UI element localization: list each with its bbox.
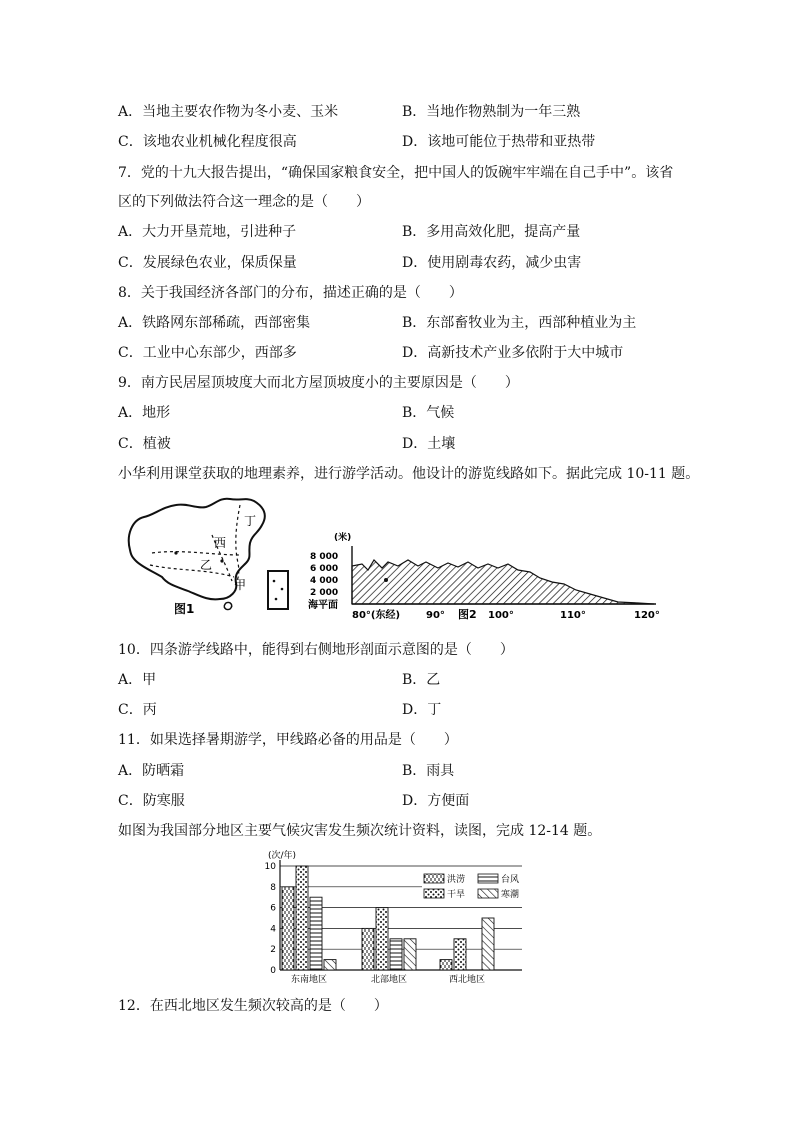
bar-干旱-东南地区 (296, 866, 308, 970)
q10-stem: 10．四条游学线路中，能得到右侧地形剖面示意图的是（ ） (118, 642, 514, 658)
q8-stem: 8．关于我国经济各部门的分布，描述正确的是（ ） (118, 285, 463, 301)
q8-option-a: A．铁路网东部稀疏，西部密集 (118, 315, 311, 331)
disaster-frequency-chart (262, 848, 532, 988)
bar-洪涝-东南地区 (282, 887, 294, 970)
x-label-西北地区: 西北地区 (448, 975, 486, 985)
profile-xtick-100: 100° (488, 610, 514, 621)
intro-q12-14: 如图为我国部分地区主要气候灾害发生频次统计资料，读图，完成 12-14 题。 (118, 823, 602, 839)
q9-option-c: C．植被 (118, 436, 171, 452)
q11-stem: 11．如果选择暑期游学，甲线路必备的用品是（ ） (118, 732, 458, 748)
q7-option-a: A．大力开垦荒地，引进种子 (118, 224, 297, 240)
profile-ytick-6000: 6 000 (310, 564, 339, 574)
bar-干旱-北部地区 (376, 908, 388, 970)
q7-option-d: D．使用剧毒农药，减少虫害 (402, 255, 582, 271)
q11-option-c: C．防寒服 (118, 793, 185, 809)
q8-option-c: C．工业中心东部少，西部多 (118, 345, 297, 361)
chart-x-labels (291, 973, 485, 985)
q7-stem-line2: 区的下列做法符合这一理念的是（ ） (118, 194, 370, 210)
map-label-ding: 丁 (244, 514, 257, 528)
profile-sea-level: 海平面 (308, 600, 338, 611)
chart-ylabel: (次/年) (268, 851, 297, 861)
bar-洪涝-西北地区 (440, 960, 452, 970)
y-tick-label-8: 8 (270, 882, 276, 893)
intro-q10-11: 小华利用课堂获取的地理素养，进行游学活动。他设计的游览线路如下。据此完成 10-11 题。 (118, 466, 700, 482)
profile-unit: (米) (334, 533, 352, 543)
bar-台风-东南地区 (310, 897, 322, 970)
legend-label-台风: 台风 (501, 875, 520, 885)
q9-option-a: A．地形 (118, 405, 171, 421)
q9-option-b: B．气候 (402, 405, 455, 421)
q6-option-b: B．当地作物熟制为一年三熟 (402, 104, 581, 120)
legend-swatch-台风 (478, 874, 498, 883)
q9-stem: 9．南方民居屋顶坡度大而北方屋顶坡度小的主要原因是（ ） (118, 375, 519, 391)
fig2-caption: 图2 (458, 608, 477, 621)
q7-stem-line1: 7．党的十九大报告提出，“确保国家粮食安全，把中国人的饭碗牢牢端在自己手中”。该省 (118, 165, 674, 181)
bar-台风-北部地区 (390, 939, 402, 970)
profile-xtick-120: 120° (634, 610, 660, 621)
q10-option-b: B．乙 (402, 672, 441, 688)
profile-ytick-2000: 2 000 (310, 588, 339, 598)
profile-xtick-110: 110° (560, 610, 586, 621)
legend-label-洪涝: 洪涝 (447, 875, 466, 885)
profile-xtick-90: 90° (426, 610, 445, 621)
bar-洪涝-北部地区 (362, 928, 374, 970)
legend-swatch-干旱 (424, 889, 444, 898)
bar-寒潮-北部地区 (404, 939, 416, 970)
map-label-jia: 甲 (234, 578, 247, 592)
bar-寒潮-西北地区 (482, 918, 494, 970)
q11-option-d: D．方便面 (402, 793, 470, 809)
profile-ytick-8000: 8 000 (310, 552, 339, 562)
chart-legend (422, 870, 522, 900)
bar-寒潮-东南地区 (324, 960, 336, 970)
profile-ytick-4000: 4 000 (310, 576, 339, 586)
q11-option-b: B．雨具 (402, 763, 455, 779)
legend-swatch-寒潮 (478, 889, 498, 898)
q6-option-a: A．当地主要农作物为冬小麦、玉米 (118, 104, 339, 120)
q10-option-a: A．甲 (118, 672, 157, 688)
q11-option-a: A．防晒霜 (118, 763, 185, 779)
q12-stem: 12．在西北地区发生频次较高的是（ ） (118, 998, 388, 1014)
terrain-profile-chart (308, 530, 660, 622)
y-tick-label-2: 2 (270, 945, 276, 956)
profile-xtick-80: 80°(东经) (352, 610, 401, 621)
q8-option-d: D．高新技术产业多依附于大中城市 (402, 345, 624, 361)
q7-option-b: B．多用高效化肥，提高产量 (402, 224, 581, 240)
x-label-北部地区: 北部地区 (370, 975, 408, 985)
q9-option-d: D．土壤 (402, 436, 456, 452)
y-tick-label-0: 0 (270, 966, 276, 976)
map-label-yi: 乙 (200, 558, 213, 572)
q8-option-b: B．东部畜牧业为主，西部种植业为主 (402, 315, 637, 331)
y-tick-label-6: 6 (270, 903, 276, 914)
q6-option-c: C．该地农业机械化程度很高 (118, 134, 297, 150)
y-tick-label-4: 4 (270, 924, 276, 935)
map-label-xi: 西 (214, 536, 227, 550)
q7-option-c: C．发展绿色农业，保质保量 (118, 255, 297, 271)
bar-干旱-西北地区 (454, 939, 466, 970)
x-label-东南地区: 东南地区 (290, 975, 328, 985)
y-tick-label-10: 10 (264, 862, 276, 872)
china-route-map (122, 495, 310, 615)
legend-label-寒潮: 寒潮 (501, 890, 520, 900)
legend-label-干旱: 干旱 (447, 890, 466, 900)
q10-option-c: C．丙 (118, 702, 157, 718)
chart-y-ticks (265, 862, 277, 976)
q6-option-d: D．该地可能位于热带和亚热带 (402, 134, 596, 150)
legend-swatch-洪涝 (424, 874, 444, 883)
fig1-caption: 图1 (174, 602, 195, 615)
q10-option-d: D．丁 (402, 702, 442, 718)
